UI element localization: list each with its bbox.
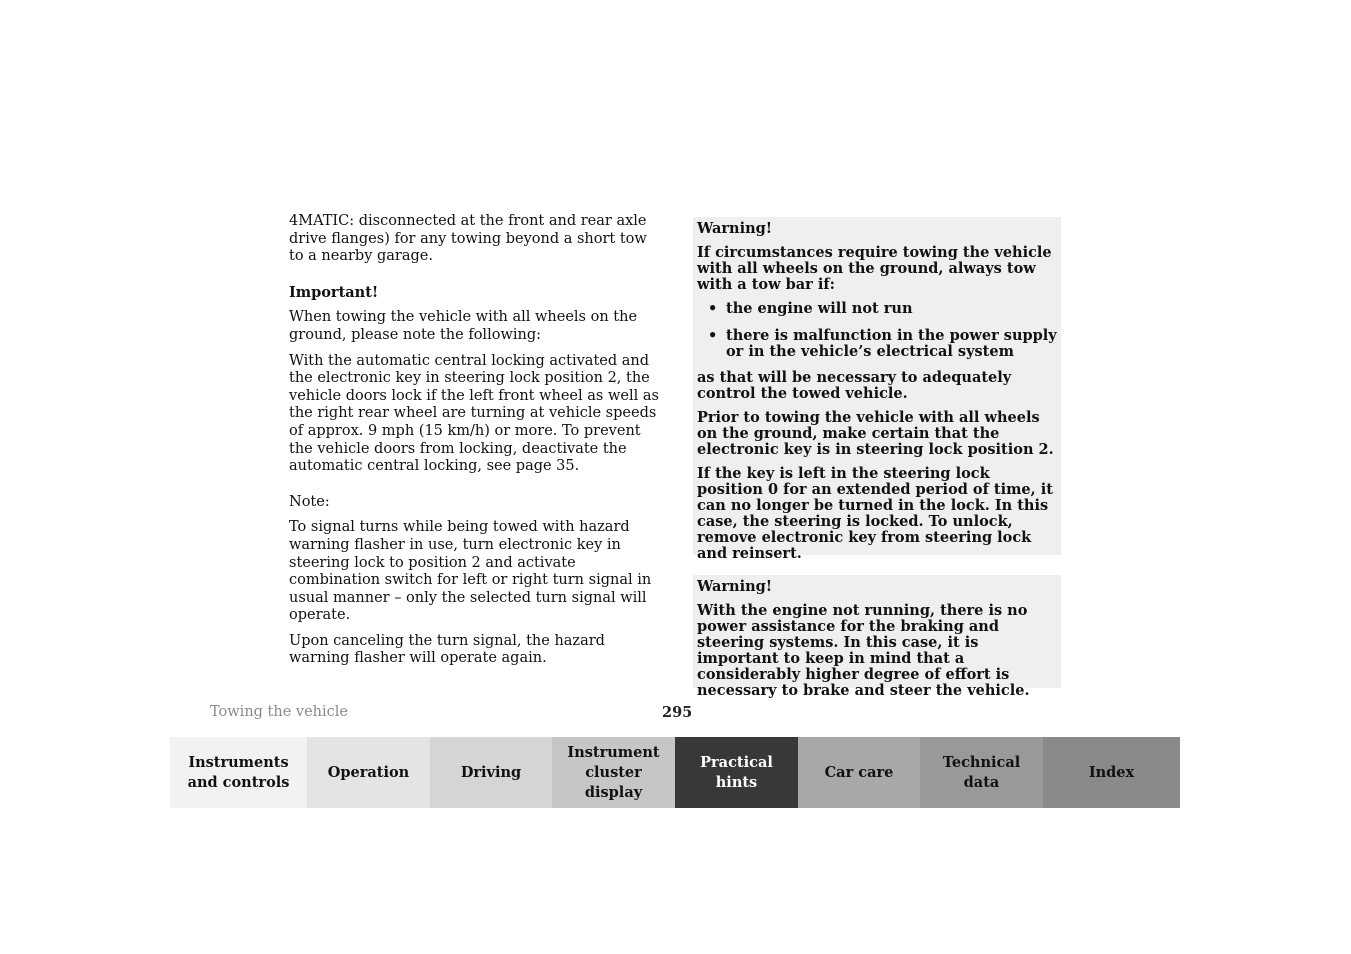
- tab-technical-data[interactable]: Technical data: [920, 737, 1043, 808]
- tab-index[interactable]: Index: [1043, 737, 1180, 808]
- paragraph-turn-signal: To signal turns while being towed with hazard warning flasher in use, turn electronic key in steering lock to position 2 and activate combination switch for left or right turn signal in usual manner – only the selected turn signal will operate.: [289, 519, 652, 624]
- tab-instruments-and-controls[interactable]: Instruments and controls: [170, 737, 307, 808]
- paragraph-central-locking: With the automatic central locking activated and the electronic key in steering lock position 2, the vehicle doors lock if the left front wheel as well as the right rear wheel are turning at vehicle speeds of approx. 9 mph (15 km/h) or more. To prevent the vehicle doors from locking, deactivate the automatic central locking, see page 35.: [289, 352, 659, 475]
- page-number: 295: [662, 704, 693, 721]
- note-heading: Note:: [289, 493, 330, 510]
- warning-paragraph-key: If the key is left in the steering lock position 0 for an extended period of time, it can no longer be turned in the lock. In this case, the steering is locked. To unlock, remove electronic key from steering lock and reinsert.: [697, 465, 1053, 562]
- paragraph-4matic: 4MATIC: disconnected at the front and rear axle drive flanges) for any towing beyond a short tow to a nearby garage.: [289, 213, 647, 265]
- important-heading: Important!: [289, 283, 379, 301]
- paragraph-cancel-signal: Upon canceling the turn signal, the hazard warning flasher will operate again.: [289, 632, 605, 667]
- tab-practical-hints[interactable]: Practical hints: [675, 737, 798, 808]
- warning-paragraph-control: as that will be necessary to adequately control the towed vehicle.: [697, 369, 1012, 402]
- left-text-column: [289, 213, 661, 676]
- tab-driving[interactable]: Driving: [430, 737, 552, 808]
- warning-box-tow-bar: [693, 217, 1061, 562]
- warning-intro: If circumstances require towing the vehicle with all wheels on the ground, always tow with a tow bar if:: [697, 244, 1052, 293]
- section-title: Towing the vehicle: [210, 704, 348, 720]
- bullet-icon: •: [708, 327, 718, 344]
- warning-title: Warning!: [697, 220, 773, 237]
- tab-operation[interactable]: Operation: [307, 737, 430, 808]
- warning-box-power-assist: [693, 575, 1061, 699]
- warning-bullet-list: [697, 301, 1057, 360]
- warning-paragraph-prior: Prior to towing the vehicle with all wheels on the ground, make certain that the electronic key is in steering lock position 2.: [697, 409, 1054, 458]
- bullet-icon: •: [708, 300, 718, 317]
- tab-car-care[interactable]: Car care: [798, 737, 920, 808]
- list-item: • the engine will not run: [708, 300, 913, 317]
- paragraph-towing-note: When towing the vehicle with all wheels on the ground, please note the following:: [289, 309, 638, 343]
- warning-title: Warning!: [697, 578, 773, 595]
- tab-instrument-cluster-display[interactable]: Instrument cluster display: [552, 737, 675, 808]
- chapter-tab-bar: [170, 737, 1180, 808]
- list-item: • there is malfunction in the power supply or in the vehicle’s electrical system: [708, 327, 1057, 360]
- warning-body: With the engine not running, there is no power assistance for the braking and steering systems. In this case, it is important to keep in mind that a considerably higher degree of effort is necessary to brake and steer the vehicle.: [697, 602, 1030, 699]
